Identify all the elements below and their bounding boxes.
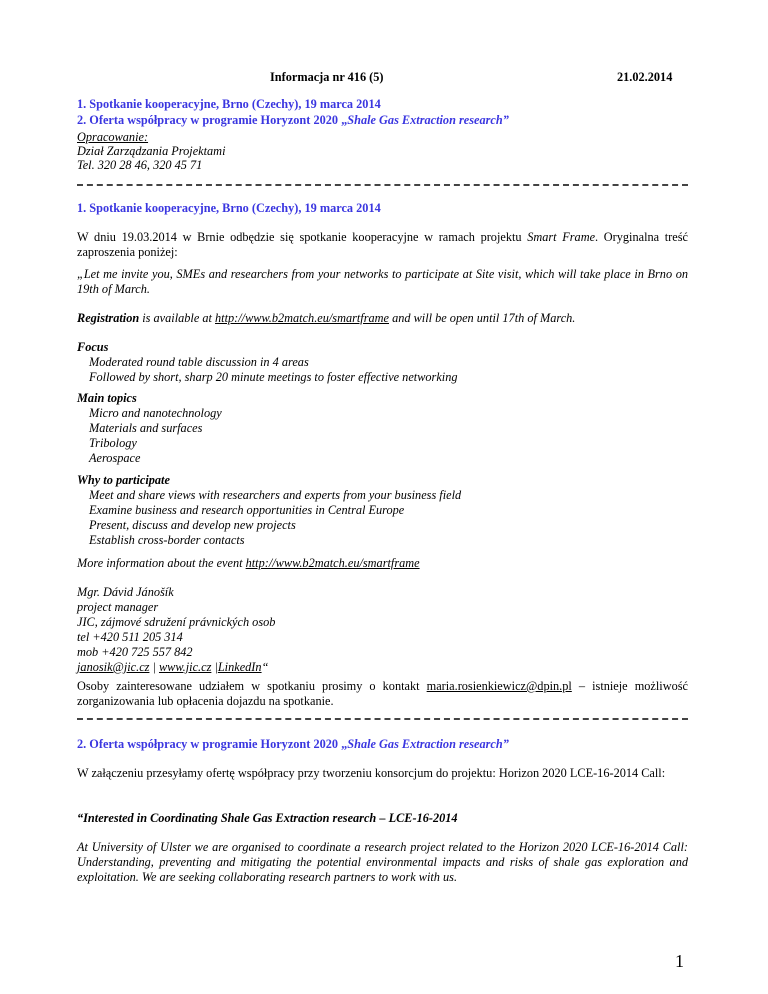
section1-intro-italic: Smart Frame <box>527 230 596 244</box>
invitation-quote: „Let me invite you, SMEs and researchers from your networks to participate at Site visit, which will take place in Brno on 19th of March. <box>77 267 688 296</box>
section1-intro <box>77 230 688 260</box>
registration-link[interactable]: http://www.b2match.eu/smartframe <box>215 311 389 325</box>
focus-item: Moderated round table discussion in 4 areas <box>89 355 309 369</box>
contact-role: project manager <box>77 600 159 614</box>
contact-org: JIC, zájmové sdružení právnických osob <box>77 615 276 629</box>
prepared-label: Opracowanie: <box>77 130 149 144</box>
topics-title: Main topics <box>77 391 137 405</box>
section2-title-italic: Shale Gas Extraction research” <box>347 737 509 751</box>
contact-closing-quote: “ <box>261 660 269 674</box>
toc-item-1: 1. Spotkanie kooperacyjne, Brno (Czechy), 19 marca 2014 <box>77 97 381 111</box>
registration-text-b: and will be open until 17th of March. <box>389 311 576 325</box>
why-block <box>77 473 688 548</box>
why-title: Why to participate <box>77 473 170 487</box>
note-text-a: Osoby zainteresowane udziałem w spotkaniu prosimy o kontakt <box>77 679 427 693</box>
section2-intro: W załączeniu przesyłamy ofertę współpracy przy tworzeniu konsorcjum do projektu: Horizon 2020 LCE-16-2014 Call: <box>77 766 666 780</box>
section2-title-prefix: 2. Oferta współpracy w programie Horyzont 2020 „ <box>77 737 348 751</box>
toc-item-2 <box>77 113 509 128</box>
toc-item-2-italic: Shale Gas Extraction research” <box>347 113 509 127</box>
toc-item-2-prefix: 2. Oferta współpracy w programie Horyzont 2020 „ <box>77 113 348 127</box>
prepared-dept: Dział Zarządzania Projektami <box>77 144 226 158</box>
focus-title: Focus <box>77 340 109 354</box>
contact-email-link[interactable]: janosik@jic.cz <box>77 660 150 674</box>
offer-title: “Interested in Coordinating Shale Gas Extraction research – LCE-16-2014 <box>77 811 458 825</box>
contact-mob: mob +420 725 557 842 <box>77 645 193 659</box>
more-info-link[interactable]: http://www.b2match.eu/smartframe <box>245 556 420 570</box>
focus-block <box>77 340 688 385</box>
section-divider <box>77 718 688 720</box>
info-number: Informacja nr 416 (5) <box>270 70 384 84</box>
page-number: 1 <box>675 951 684 971</box>
contact-separator: | <box>211 660 218 674</box>
registration-bold: Registration <box>77 311 140 325</box>
topic-item: Micro and nanotechnology <box>89 406 222 420</box>
contact-links <box>77 660 688 675</box>
topic-item: Tribology <box>89 436 137 450</box>
topic-item: Aerospace <box>89 451 141 465</box>
contact-tel: tel +420 511 205 314 <box>77 630 183 644</box>
offer-body: At University of Ulster we are organised to coordinate a research project related to the Horizon 2020 LCE-16-2014 Call: Understanding, preventing and mitigating the potential environmental impacts and risks of shale gas exploration and exploitation. We are seeking collaborating research partners to work with us. <box>77 840 688 884</box>
more-info-text: More information about the event <box>77 556 246 570</box>
registration-line <box>77 311 688 326</box>
contact-web-link[interactable]: www.jic.cz <box>158 660 212 674</box>
prepared-tel: Tel. 320 28 46, 320 45 71 <box>77 158 203 172</box>
topic-item: Materials and surfaces <box>89 421 203 435</box>
why-item: Present, discuss and develop new projects <box>89 518 296 532</box>
why-item: Establish cross-border contacts <box>89 533 245 547</box>
section1-intro-a: W dniu 19.03.2014 w Brnie odbędzie się spotkanie kooperacyjne w ramach projektu <box>77 230 528 244</box>
contact-separator: | <box>149 660 159 674</box>
section2-title <box>77 737 509 752</box>
contact-linkedin-link[interactable]: LinkedIn <box>217 660 262 674</box>
topics-block <box>77 391 688 466</box>
info-date: 21.02.2014 <box>617 70 673 84</box>
section1-note <box>77 679 688 709</box>
note-email-link[interactable]: maria.rosienkiewicz@dpin.pl <box>426 679 572 693</box>
focus-item: Followed by short, sharp 20 minute meetings to foster effective networking <box>89 370 458 384</box>
note-text-b: – istnieje możliwość zorganizowania lub opłacenia dojazdu na spotkanie. <box>77 679 688 708</box>
registration-text-a: is available at <box>139 311 216 325</box>
more-info-line <box>77 556 688 571</box>
contact-name: Mgr. Dávid Jánošík <box>77 585 174 599</box>
section-divider <box>77 184 688 186</box>
section1-title: 1. Spotkanie kooperacyjne, Brno (Czechy), 19 marca 2014 <box>77 201 381 215</box>
contact-block <box>77 585 688 675</box>
why-item: Examine business and research opportunities in Central Europe <box>89 503 405 517</box>
section1-intro-b: . Oryginalna treść zaproszenia poniżej: <box>77 230 688 259</box>
why-item: Meet and share views with researchers and experts from your business field <box>89 488 462 502</box>
